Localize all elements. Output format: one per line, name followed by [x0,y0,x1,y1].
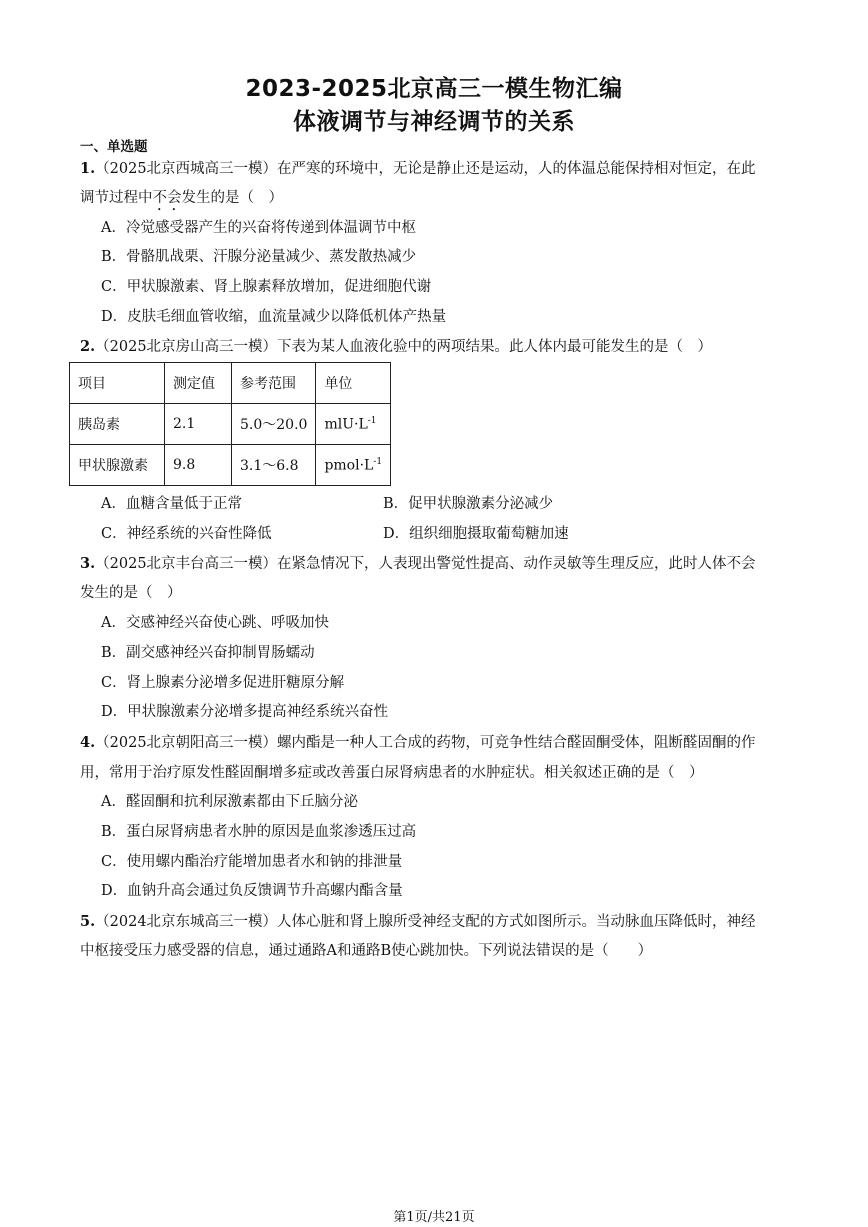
question-text: 下表为某人血液化验中的两项结果。此人体内最可能发生的是（ ） [277,339,713,355]
option-a: A．血糖含量低于正常 [101,496,242,512]
table-cell: 9.8 [165,445,232,486]
table-cell: 胰岛素 [70,404,165,445]
question-number: 2. [80,338,96,355]
option-c: C．甲状腺激素、肾上腺素释放增加，促进细胞代谢 [101,279,432,295]
option-d: D．组织细胞摄取葡萄糖加速 [383,526,569,542]
option-a: A．冷觉感受器产生的兴奋将传递到体温调节中枢 [101,220,416,236]
section-heading: 一、单选题 [80,139,148,155]
option-d: D．血钠升高会通过负反馈调节升高螺内酯含量 [101,883,403,899]
question-1-line-1 [80,157,756,178]
unit-exponent: -1 [373,456,383,467]
document-title: 2023-2025北京高三一模生物汇编 [245,76,623,102]
question-number: 1. [80,160,96,177]
page-footer: 第1页/共21页 [393,1210,475,1225]
option-c: C．神经系统的兴奋性降低 [101,526,272,542]
option-a: A．交感神经兴奋使心跳、呼吸加快 [101,615,329,631]
table-header-row [70,363,391,404]
option-d: D．皮肤毛细血管收缩，血流量减少以降低机体产热量 [101,309,447,325]
question-text: 人体心脏和肾上腺所受神经支配的方式如图所示。当动脉血压降低时，神经 [277,914,756,930]
question-5-line-1 [80,910,756,931]
unit-text: pmol·L [324,457,374,474]
table-cell [316,445,391,486]
question-text: 调节过程中 [80,190,153,206]
unit-exponent: -1 [367,415,377,426]
option-b: B．副交感神经兴奋抑制胃肠蠕动 [101,645,315,661]
document-subtitle: 体液调节与神经调节的关系 [293,109,575,135]
question-4-line-1 [80,731,756,752]
question-number: 4. [80,734,96,751]
lab-result-table [69,362,391,486]
unit-text: mlU·L [324,416,368,433]
option-b: B．蛋白尿肾病患者水肿的原因是血浆渗透压过高 [101,824,417,840]
table-cell: 3.1～6.8 [232,445,316,486]
table-cell: 5.0～20.0 [232,404,316,445]
question-3-line-1 [80,552,756,573]
table-header-cell: 项目 [70,363,165,404]
question-number: 3. [80,555,96,572]
option-b: B．骨骼肌战栗、汗腺分泌量减少、蒸发散热减少 [101,249,417,265]
option-a: A．醛固酮和抗利尿激素都由下丘脑分泌 [101,794,358,810]
question-text: 在紧急情况下，人表现出警觉性提高、动作灵敏等生理反应，此时人体不会 [277,556,756,572]
question-2-line-1 [80,335,712,356]
question-5-line-2: 中枢接受压力感受器的信息，通过通路A和通路B使心跳加快。下列说法错误的是（ ） [80,943,653,959]
question-source: （2025北京朝阳高三一模） [95,735,278,751]
table-cell [316,404,391,445]
question-1-line-2 [80,186,283,214]
table-header-cell: 测定值 [165,363,232,404]
question-text: 螺内酯是一种人工合成的药物，可竞争性结合醛固酮受体，阻断醛固酮的作 [277,735,756,751]
table-row [70,404,391,445]
table-cell: 甲状腺激素 [70,445,165,486]
table-cell: 2.1 [165,404,232,445]
question-source: （2024北京东城高三一模） [95,914,278,930]
option-b: B．促甲状腺激素分泌减少 [383,496,554,512]
table-header-cell: 单位 [316,363,391,404]
question-source: （2025北京西城高三一模） [95,161,278,177]
table-header-cell: 参考范围 [232,363,316,404]
question-source: （2025北京房山高三一模） [95,339,278,355]
option-c: C．肾上腺素分泌增多促进肝糖原分解 [101,675,345,691]
option-d: D．甲状腺激素分泌增多提高神经系统兴奋性 [101,704,389,720]
emphasis-text: 不会 [152,190,182,206]
question-source: （2025北京丰台高三一模） [95,556,278,572]
option-c: C．使用螺内酯治疗能增加患者水和钠的排泄量 [101,854,403,870]
table-row [70,445,391,486]
question-4-line-2: 用，常用于治疗原发性醛固酮增多症或改善蛋白尿肾病患者的水肿症状。相关叙述正确的是（ ） [80,765,704,781]
question-text: 发生的是（ ） [181,190,283,206]
question-number: 5. [80,913,96,930]
question-text: 在严寒的环境中，无论是静止还是运动，人的体温总能保持相对恒定，在此 [277,161,756,177]
question-3-line-2: 发生的是（ ） [80,585,182,601]
